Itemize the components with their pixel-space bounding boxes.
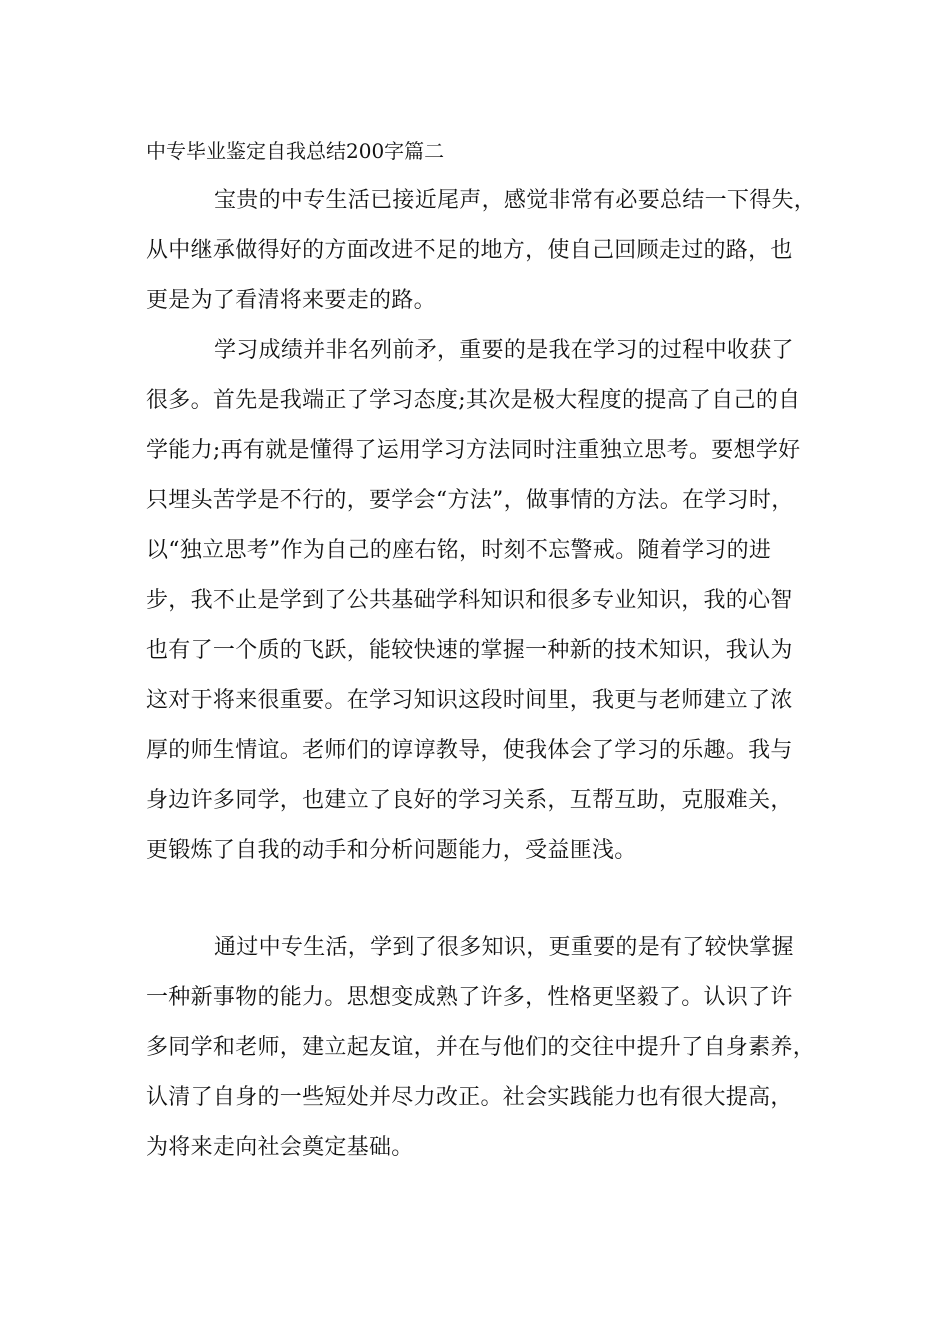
paragraph-3-line-1: 通过中专生活，学到了很多知识，更重要的是有了较快掌握 xyxy=(214,935,794,960)
document-title: 中专毕业鉴定自我总结200字篇二 xyxy=(146,139,445,163)
paragraph-2-line-9: 厚的师生情谊。老师们的谆谆教导，使我体会了学习的乐趣。我与 xyxy=(146,738,793,763)
paragraph-2-line-5: 以“独立思考”作为自己的座右铭，时刻不忘警戒。随着学习的进 xyxy=(146,538,772,563)
paragraph-2-line-1: 学习成绩并非名列前矛，重要的是我在学习的过程中收获了 xyxy=(214,338,794,363)
paragraph-2-line-6: 步，我不止是学到了公共基础学科知识和很多专业知识，我的心智 xyxy=(146,588,793,613)
paragraph-2-line-8: 这对于将来很重要。在学习知识这段时间里，我更与老师建立了浓 xyxy=(146,688,793,713)
paragraph-2-line-2: 很多。首先是我端正了学习态度;其次是极大程度的提高了自己的自 xyxy=(146,388,801,413)
paragraph-3-line-5: 为将来走向社会奠定基础。 xyxy=(146,1135,414,1160)
paragraph-3-line-2: 一种新事物的能力。思想变成熟了许多，性格更坚毅了。认识了许 xyxy=(146,985,793,1010)
paragraph-2-line-4: 只埋头苦学是不行的，要学会“方法”，做事情的方法。在学习时， xyxy=(146,488,794,513)
paragraph-3-line-3: 多同学和老师，建立起友谊，并在与他们的交往中提升了自身素养， xyxy=(146,1035,816,1060)
paragraph-2-line-3: 学能力;再有就是懂得了运用学习方法同时注重独立思考。要想学好 xyxy=(146,438,801,463)
paragraph-2-line-7: 也有了一个质的飞跃，能较快速的掌握一种新的技术知识，我认为 xyxy=(146,638,793,663)
paragraph-2-line-10: 身边许多同学，也建立了良好的学习关系，互帮互助，克服难关， xyxy=(146,788,793,813)
paragraph-1-line-3: 更是为了看清将来要走的路。 xyxy=(146,288,436,313)
paragraph-1-line-2: 从中继承做得好的方面改进不足的地方，使自己回顾走过的路，也 xyxy=(146,238,793,263)
paragraph-1-line-1: 宝贵的中专生活已接近尾声，感觉非常有必要总结一下得失， xyxy=(214,188,817,213)
paragraph-2-line-11: 更锻炼了自我的动手和分析问题能力，受益匪浅。 xyxy=(146,838,637,863)
paragraph-3-line-4: 认清了自身的一些短处并尽力改正。社会实践能力也有很大提高， xyxy=(146,1085,793,1110)
